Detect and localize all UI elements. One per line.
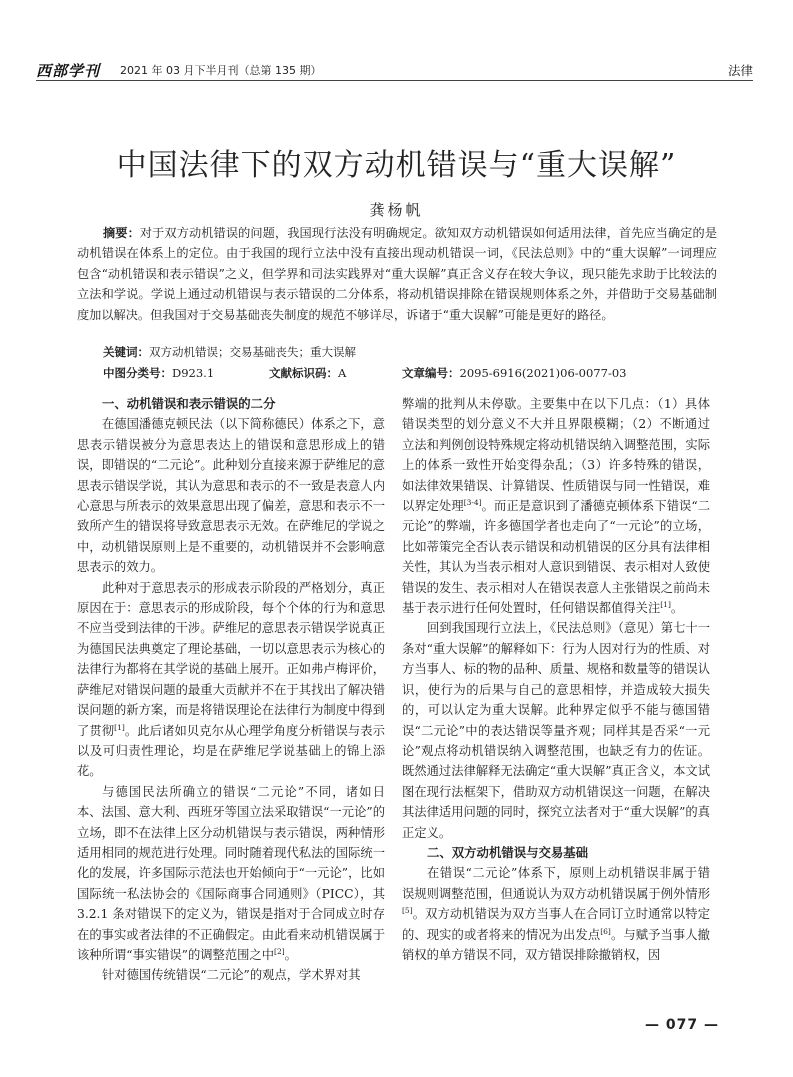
article-title: 中国法律下的双方动机错误与“重大误解” — [116, 148, 677, 183]
right-column — [402, 394, 710, 965]
body-paragraph: 弊端的批判从未停歇。主要集中在以下几点：（1）具体错误类型的划分意义不大并且界限模糊；（2）不断通过立法和判例创设特殊规定将动机错误纳入调整范围，实际上的体系一致性开始变得杂乱；（3）许多特殊的错误，如法律效果错误、计算错误、性质错误与同一性错误，难以界定处理[3-4]。而正是意识到了潘德克顿体系下错误“二元论”的弊端，许多德国学者也走向了“一元论”的立场，比如蒂策完全否认表示错误和动机错误的区分具有法律相关性，其认为当表示相对人意识到错误、表示相对人致使错误的发生、表示相对人在错误表意人主张错误之前尚未基于表示进行任何处置时，任何错误都值得关注[1]。 — [402, 397, 710, 616]
abstract — [77, 223, 717, 325]
classification-line — [103, 365, 214, 381]
citation-ref: [2] — [274, 946, 285, 956]
article-number-value: 2095-6916(2021)06-0077-03 — [459, 366, 627, 380]
journal-logo: 西部学刊 — [36, 62, 101, 80]
journal-issue: 2021 年 03 月下半月刊（总第 135 期） — [120, 64, 322, 77]
keywords-line — [103, 344, 356, 360]
keywords-label: 关键词： — [103, 345, 149, 359]
doc-code-value: A — [338, 366, 347, 380]
running-header — [36, 58, 753, 80]
body-paragraph: 在错误“二元论”体系下，原则上动机错误非属于错误规则调整范围，但通说认为双方动机错误属于例外情形[5]。双方动机错误为双方当事人在合同订立时通常以特定的、现实的或者将来的情况为出发点[6]。与赋予当事人撤销权的单方错误不同，双方错误排除撤销权，因 — [402, 866, 710, 962]
citation-ref: [1] — [114, 722, 125, 732]
classification-value: D923.1 — [172, 366, 215, 380]
citation-ref: [1] — [660, 599, 671, 609]
classification-label: 中图分类号： — [103, 366, 172, 380]
body-paragraph: 在德国潘德克顿民法（以下简称德民）体系之下，意思表示错误被分为意思表达上的错误和意思形成上的错误，即错误的“二元论”。此种划分直接来源于萨维尼的意思表示错误学说，其认为意思和表示的不一致是表意人内心意思与所表示的效果意思出现了偏差，意思和表示不一致所产生的错误将导致意思表示无效。在萨维尼的学说之中，动机错误原则上是不重要的，动机错误并不会影响意思表示的效力。 — [77, 417, 385, 575]
body-paragraph: 与德国民法所确立的错误“二元论”不同，诸如日本、法国、意大利、西班牙等国立法采取错误“一元论”的立场，即不在法律上区分动机错误与表示错误，两种情形适用相同的规范进行处理。同时随着现代私法的国际统一化的发展，许多国际示范法也开始倾向于“一元论”，比如国际统一私法协会的《国际商事合同通则》（PICC），其 3.2.1 条对错误下的定义为，错误是指对于合同成立时存在的事实或者法律的不正确假定。由此看来动机错误属于该种所谓“事实错误”的调整范围之中[2]。 — [77, 784, 385, 962]
abstract-label: 摘要： — [103, 226, 140, 240]
abstract-text: 对于双方动机错误的问题，我国现行法没有明确规定。欲知双方动机错误如何适用法律，首先应当确定的是动机错误在体系上的定位。由于我国的现行立法中没有直接出现动机错误一词，《民法总则》中的“重大误解”一词理应包含“动机错误和表示错误”之义，但学界和司法实践界对“重大误解”真正含义存在较大争议，现只能先求助于比较法的立法和学说。学说上通过动机错误与表示错误的二分体系，将动机错误排除在错误规则体系之外，并借助于交易基础制度加以解决。但我国对于交易基础丧失制度的规范不够详尽，诉诸于“重大误解”可能是更好的路径。 — [77, 226, 718, 322]
body-paragraph: 针对德国传统错误“二元论”的观点，学术界对其 — [102, 968, 361, 983]
section-tag: 法律 — [727, 63, 753, 78]
article-number-line — [402, 365, 626, 381]
author-name: 龚杨帆 — [369, 201, 424, 219]
keywords-text: 双方动机错误；交易基础丧失；重大误解 — [149, 345, 356, 359]
left-column — [77, 394, 385, 986]
header-divider — [36, 80, 753, 81]
citation-ref: [3-4] — [463, 497, 482, 507]
page-number: — 077 — — [645, 1017, 719, 1033]
citation-ref: [6] — [600, 926, 611, 936]
body-paragraph: 此种对于意思表示的形成表示阶段的严格划分，真正原因在于：意思表示的形成阶段，每个个体的行为和意思不应当受到法律的干涉。萨维尼的意思表示错误学说真正为德国民法典奠定了理论基础，一切以意思表示为核心的法律行为都将在其学说的基础上展开。正如弗卢梅评价，萨维尼对错误问题的最重大贡献并不在于其找出了解决错误问题的新方案，而是将错误理论在法律行为制度中得到了贯彻[1]。此后诸如贝克尔从心理学角度分析错误与表示以及可归责性理论，均是在萨维尼学说基础上的锦上添花。 — [77, 580, 385, 779]
section-heading-2: 二、双方动机错误与交易基础 — [427, 844, 589, 860]
doc-code-label: 文献标识码： — [269, 366, 338, 380]
body-paragraph: 回到我国现行立法上，《民法总则》（意见）第七十一条对“重大误解”的解释如下：行为人因对行为的性质、对方当事人、标的物的品种、质量、规格和数量等的错误认识，使行为的后果与自己的意思相悖，并造成较大损失的，可以认定为重大误解。此种界定似乎不能与德国错误“二元论”中的表达错误等量齐观；同样其是否采“一元论”观点将动机错误纳入调整范围，也缺乏有力的佐证。既然通过法律解释无法确定“重大误解”真正含义，本文试图在现行法框架下，借助双方动机错误这一问题，在解决其法律适用问题的同时，探究立法者对于“重大误解”的真正定义。 — [402, 621, 710, 840]
article-number-label: 文章编号： — [402, 366, 460, 380]
doc-code-line — [269, 365, 346, 381]
section-heading-1: 一、动机错误和表示错误的二分 — [102, 396, 276, 411]
citation-ref: [5] — [402, 906, 413, 916]
